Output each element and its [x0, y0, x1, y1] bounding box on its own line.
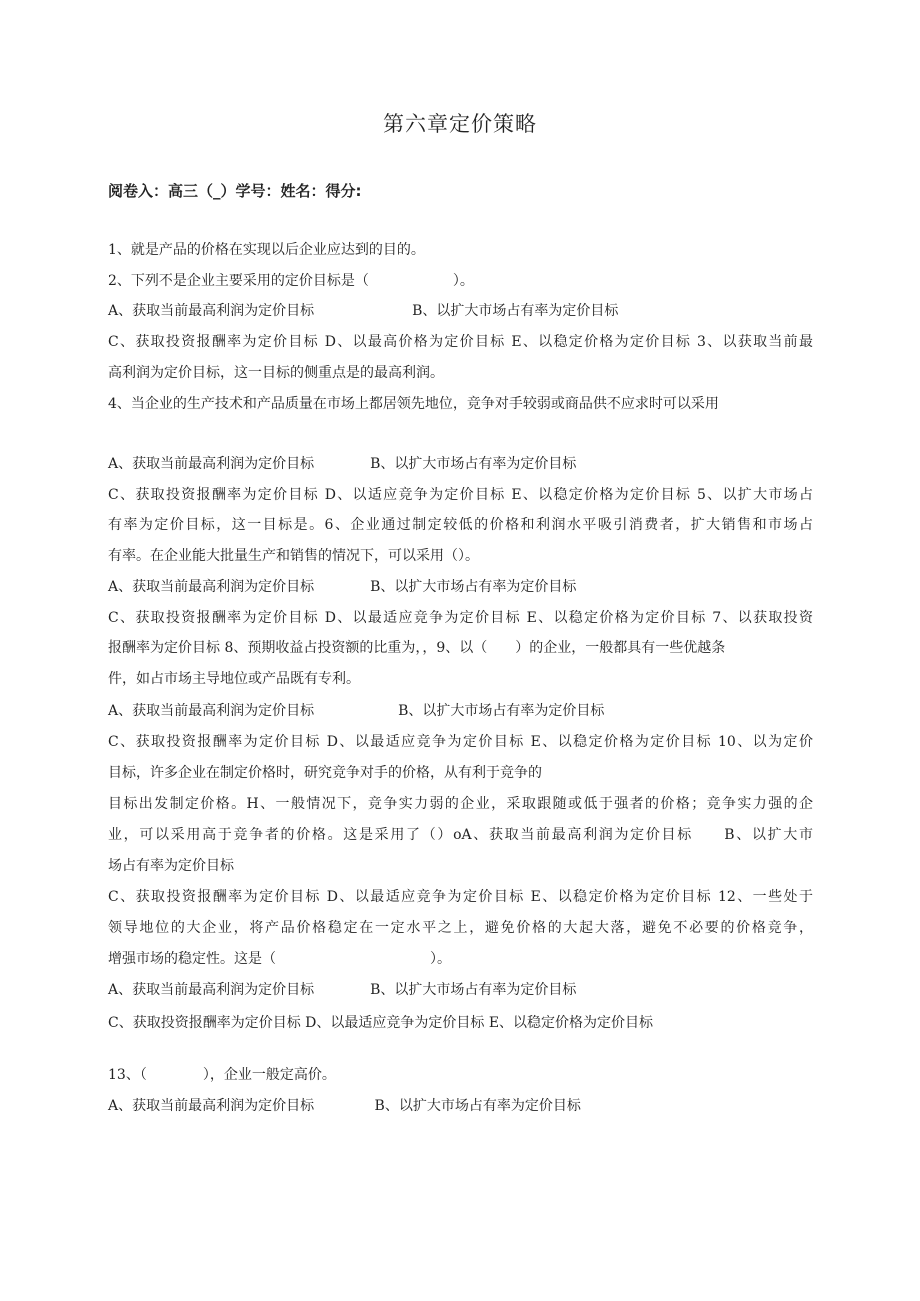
text-line: 场占有率为定价目标 [108, 858, 234, 874]
text-line: 目标，许多企业在制定价格时，研究竞争对手的价格，从有利于竞争的 [108, 765, 542, 781]
text-line: 目标出发制定价格。H、一般情况下，竞争实力弱的企业，采取跟随或低于强者的价格；竞争实力强的企 [108, 796, 813, 812]
text-line: 4、当企业的生产技术和产品质量在市场上都居领先地位，竞争对手较弱或商品供不应求时可以采用 [108, 396, 719, 412]
text-line: A、获取当前最高利润为定价目标 B、以扩大市场占有率为定价目标 [108, 982, 577, 998]
text-line: 增强市场的稳定性。这是（ ）。 [108, 951, 451, 967]
page-title: 第六章定价策略 [383, 112, 537, 136]
text-line: 1、就是产品的价格在实现以后企业应达到的目的。 [108, 242, 425, 258]
exam-header: 阅卷入：高三（_）学号：姓名：得分: [108, 182, 362, 200]
text-line: 领导地位的大企业，将产品价格稳定在一定水平之上，避免价格的大起大落，避免不必要的价格竞争， [108, 920, 813, 936]
text-line: C、获取投资报酬率为定价目标 D、以最适应竞争为定价目标 E、以稳定价格为定价目标 7、以获取投资 [108, 610, 813, 626]
text-line: C、获取投资报酬率为定价目标 D、以最适应竞争为定价目标 E、以稳定价格为定价目标 [108, 1015, 654, 1031]
text-line: 有率为定价目标，这一目标是。6、企业通过制定较低的价格和利润水平吸引消费者，扩大销售和市场占 [108, 517, 813, 533]
text-line: 报酬率为定价目标 8、预期收益占投资额的比重为，，9、以（ ）的企业，一般都具有一些优越条 [108, 640, 726, 656]
text-line: A、获取当前最高利润为定价目标 B、以扩大市场占有率为定价目标 [108, 1098, 581, 1114]
text-line: 有率。在企业能大批量生产和销售的情况下，可以采用（）。 [108, 548, 479, 564]
text-line: C、获取投资报酬率为定价目标 D、以最高价格为定价目标 E、以稳定价格为定价目标 3、以获取当前最 [108, 334, 813, 350]
text-line: A、获取当前最高利润为定价目标 B、以扩大市场占有率为定价目标 [108, 579, 577, 595]
text-line: 业，可以采用高于竞争者的价格。这是采用了（）oA、获取当前最高利润为定价目标 B、以扩大市 [108, 827, 813, 843]
text-line: 13、（ ），企业一般定高价。 [108, 1067, 336, 1083]
text-line: 高利润为定价目标，这一目标的侧重点是的最高利润。 [108, 365, 444, 381]
text-line: A、获取当前最高利润为定价目标 B、以扩大市场占有率为定价目标 [108, 456, 577, 472]
text-line: C、获取投资报酬率为定价目标 D、以最适应竞争为定价目标 E、以稳定价格为定价目标 10、以为定价 [108, 734, 813, 750]
text-line: 2、下列不是企业主要采用的定价目标是（ ）。 [108, 273, 474, 289]
text-line: A、获取当前最高利润为定价目标 B、以扩大市场占有率为定价目标 [108, 303, 619, 319]
text-line: 件，如占市场主导地位或产品既有专利。 [108, 671, 360, 687]
text-line: C、获取投资报酬率为定价目标 D、以最适应竞争为定价目标 E、以稳定价格为定价目标 12、一些处于 [108, 889, 813, 905]
text-line: A、获取当前最高利润为定价目标 B、以扩大市场占有率为定价目标 [108, 703, 605, 719]
text-line: C、获取投资报酬率为定价目标 D、以适应竞争为定价目标 E、以稳定价格为定价目标 5、以扩大市场占 [108, 487, 813, 503]
